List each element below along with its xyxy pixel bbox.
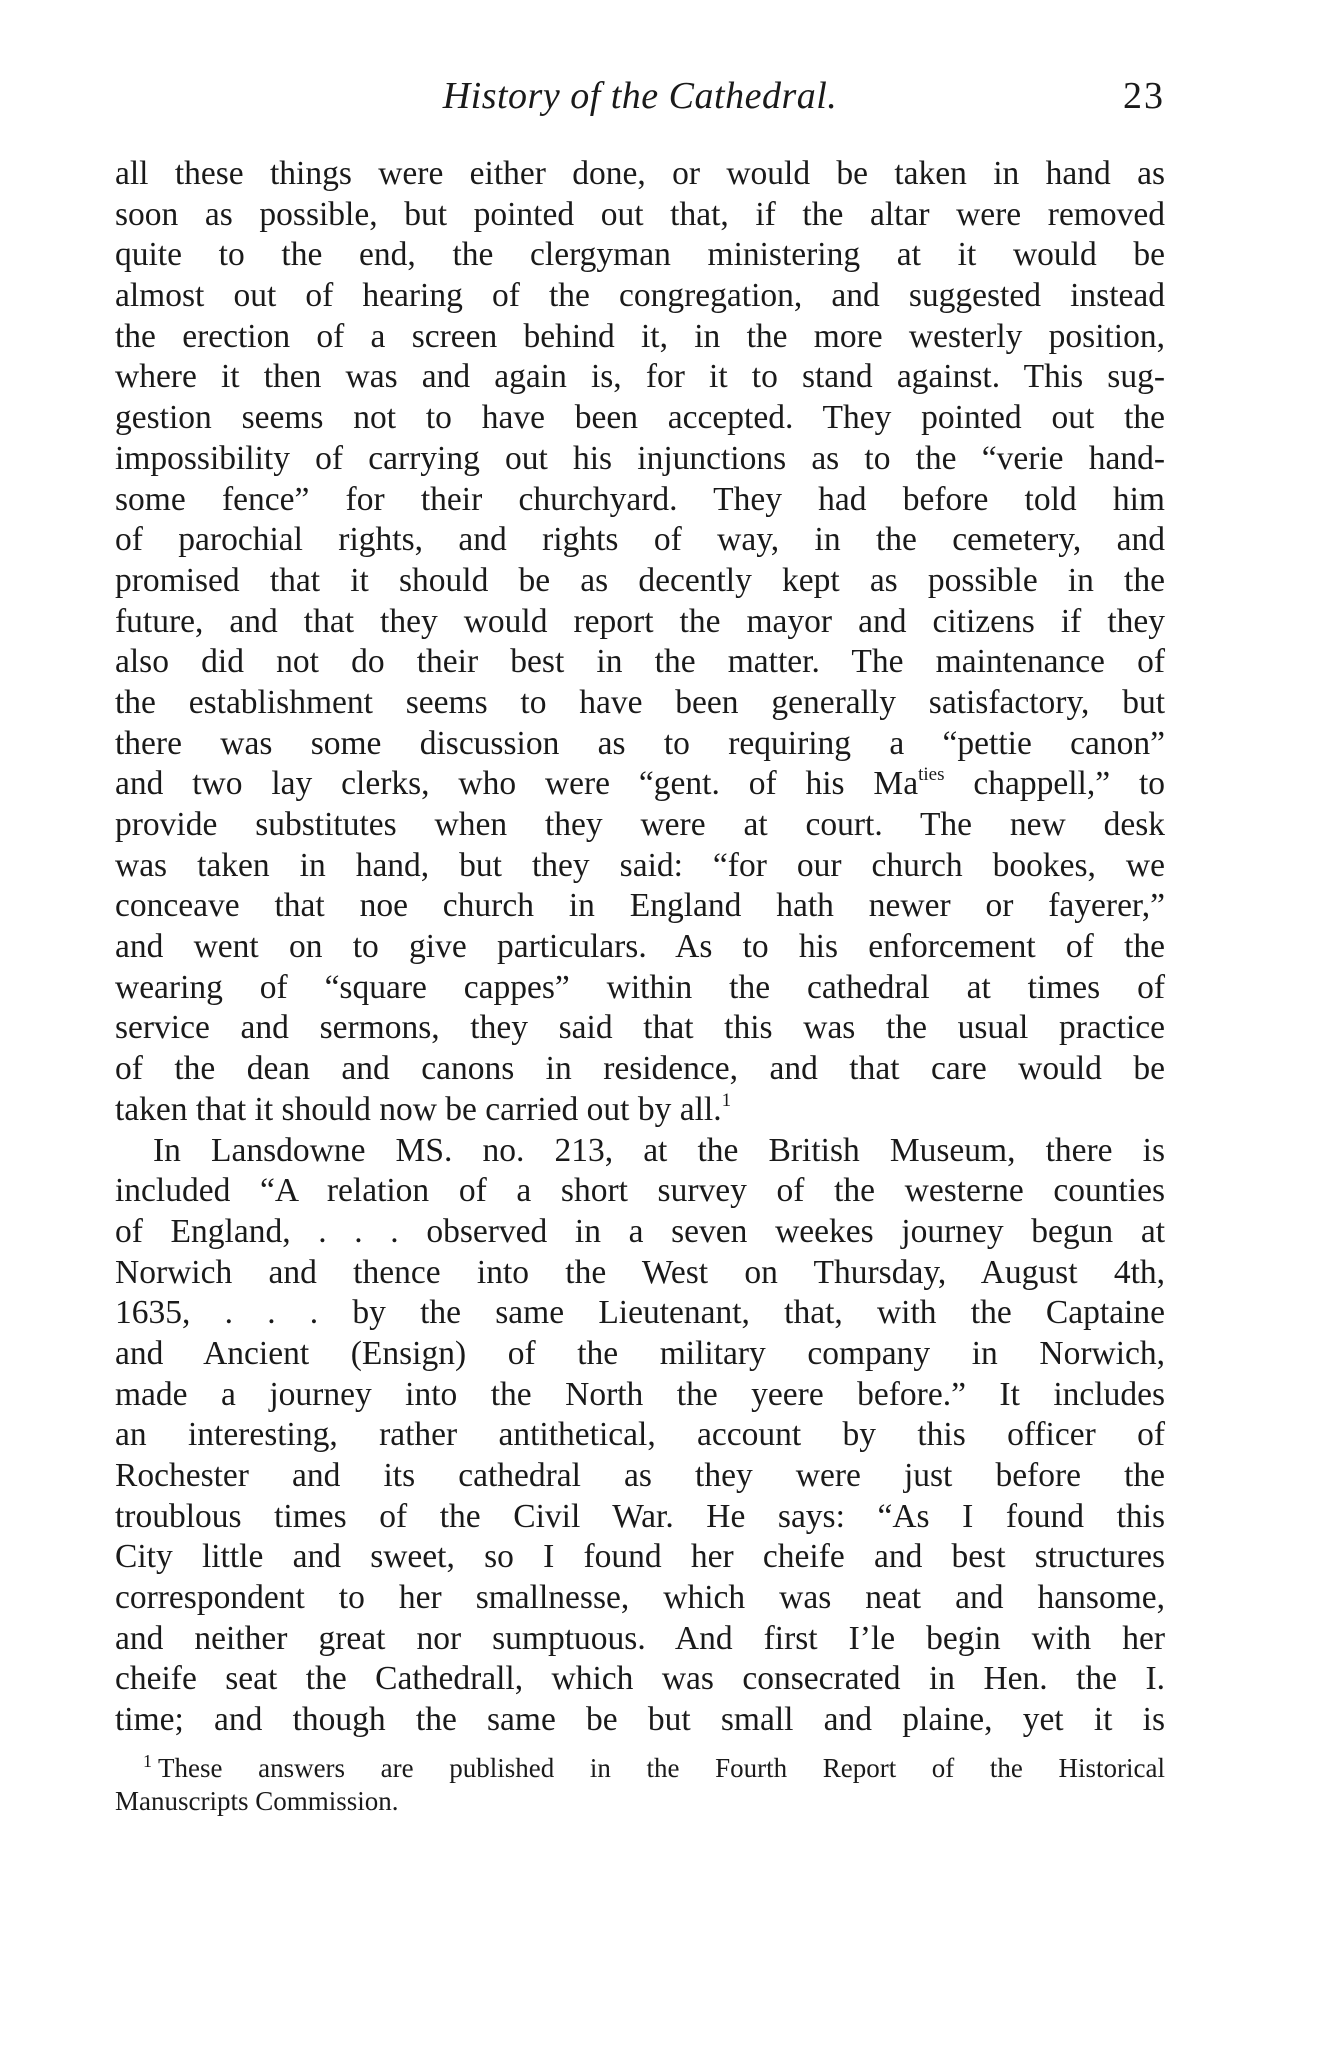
page-number: 23	[1123, 75, 1165, 117]
text-segment: taken that it should now be carried out by all.	[115, 1090, 722, 1128]
text-line: Rochester and its cathedral as they were just before the	[115, 1457, 1165, 1494]
text-line: service and sermons, they said that this was the usual practice	[115, 1009, 1165, 1047]
body-text	[115, 154, 1165, 1741]
text-line: 1635, . . . by the same Lieutenant, that, with the Captaine	[115, 1294, 1165, 1332]
footnote-marker: 1	[143, 1751, 152, 1771]
paragraph-end-line	[115, 1090, 1165, 1131]
footnote-line	[115, 1752, 1165, 1785]
text-line: Norwich and thence into the West on Thursday, August 4th,	[115, 1253, 1165, 1291]
text-line: where it then was and again is, for it to stand against. This sug-	[115, 358, 1165, 396]
running-title: History of the Cathedral.	[442, 75, 838, 117]
text-line: and went on to give particulars. As to his enforcement of the	[115, 928, 1165, 966]
text-line: conceave that noe church in England hath newer or fayerer,”	[115, 887, 1165, 925]
footnote-reference[interactable]: 1	[721, 1089, 732, 1111]
text-line: also did not do their best in the matter. The maintenance of	[115, 643, 1165, 681]
text-line: correspondent to her smallnesse, which was neat and hansome,	[115, 1579, 1165, 1617]
text-line: promised that it should be as decently kept as possible in the	[115, 561, 1165, 599]
text-line: and Ancient (Ensign) of the military company in Norwich,	[115, 1334, 1165, 1372]
text-line: of parochial rights, and rights of way, in the cemetery, and	[115, 521, 1165, 559]
text-line: there was some discussion as to requiring a “pettie canon”	[115, 724, 1165, 762]
text-line: and neither great nor sumptuous. And first I’le begin with her	[115, 1619, 1165, 1657]
text-line: all these things were either done, or would be taken in hand as	[115, 155, 1165, 192]
text-line: cheife seat the Cathedrall, which was consecrated in Hen. the I.	[115, 1660, 1165, 1698]
text-line: City little and sweet, so I found her cheife and best structures	[115, 1538, 1165, 1576]
text-line: quite to the end, the clergyman ministering at it would be	[115, 236, 1165, 274]
text-line: was taken in hand, but they said: “for our church bookes, we	[115, 846, 1165, 884]
text-line: the establishment seems to have been generally satisfactory, but	[115, 683, 1165, 721]
text-line: soon as possible, but pointed out that, if the altar were removed	[115, 195, 1165, 233]
text-line: an interesting, rather antithetical, account by this officer of	[115, 1416, 1165, 1454]
text-line: In Lansdowne MS. no. 213, at the British Museum, there is	[153, 1131, 1165, 1169]
footnote-text: These answers are published in the Fourth Report of the Historical	[158, 1753, 1165, 1783]
text-line: future, and that they would report the mayor and citizens if they	[115, 602, 1165, 640]
text-line: impossibility of carrying out his injunctions as to the “verie hand-	[115, 439, 1165, 477]
footnote-line: Manuscripts Commission.	[115, 1786, 399, 1816]
text-line: the erection of a screen behind it, in the more westerly position,	[115, 317, 1165, 355]
text-line-with-superscript	[115, 764, 1165, 805]
text-line: wearing of “square cappes” within the cathedral at times of	[115, 968, 1165, 1006]
footnotes	[115, 1752, 1165, 1818]
text-line: gestion seems not to have been accepted. They pointed out the	[115, 399, 1165, 437]
page-header	[115, 74, 1165, 124]
text-line: almost out of hearing of the congregation, and suggested instead	[115, 277, 1165, 315]
text-line: some fence” for their churchyard. They had before told him	[115, 480, 1165, 518]
text-segment: chappell,” to	[944, 765, 1165, 803]
text-line: time; and though the same be but small and plaine, yet it is	[115, 1701, 1165, 1739]
superscript-abbreviation: ties	[918, 764, 945, 786]
text-segment: and two lay clerks, who were “gent. of his Ma	[115, 765, 919, 803]
text-line: of England, . . . observed in a seven weekes journey begun at	[115, 1212, 1165, 1250]
text-line: included “A relation of a short survey of the westerne counties	[115, 1172, 1165, 1210]
text-line: troublous times of the Civil War. He says: “As I found this	[115, 1497, 1165, 1535]
text-line: of the dean and canons in residence, and that care would be	[115, 1050, 1165, 1088]
text-line: provide substitutes when they were at court. The new desk	[115, 806, 1165, 843]
text-line: made a journey into the North the yeere before.” It includes	[115, 1375, 1165, 1413]
